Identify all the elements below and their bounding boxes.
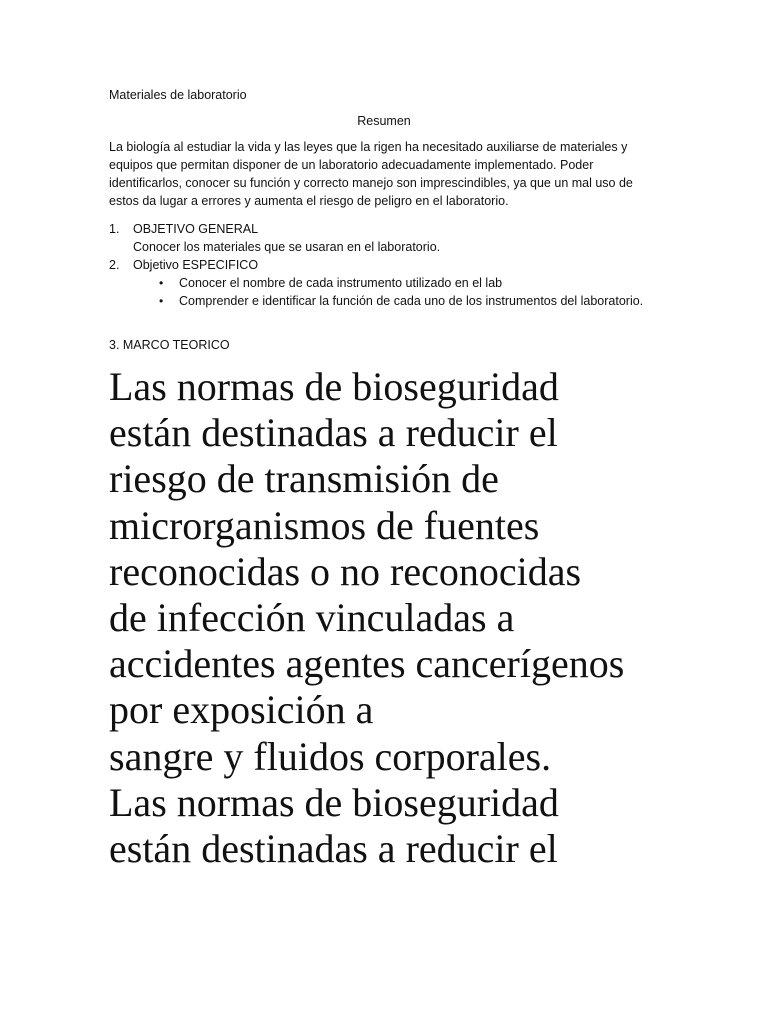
theory-line: sangre y fluidos corporales. xyxy=(109,733,552,779)
specific-objective-bullets xyxy=(109,274,669,310)
objective-number: 2. xyxy=(109,258,120,272)
objective-bullets-wrapper xyxy=(109,274,669,310)
theory-line: Las normas de bioseguridad xyxy=(109,779,559,825)
objective-general xyxy=(109,220,669,256)
bullet-text: Conocer el nombre de cada instrumento utilizado en el lab xyxy=(179,276,503,290)
document-title: Materiales de laboratorio xyxy=(109,88,247,102)
theory-line: riesgo de transmisión de xyxy=(109,456,499,502)
theory-line: de infección vinculadas a xyxy=(109,595,515,641)
objective-detail: Conocer los materiales que se usaran en el laboratorio. xyxy=(133,240,441,254)
bullet-item xyxy=(155,274,669,292)
section-heading-marco-teorico: 3. MARCO TEORICO xyxy=(109,338,230,352)
bullet-text: Comprender e identificar la función de cada uno de los instrumentos del laboratorio. xyxy=(179,294,644,308)
objective-label: OBJETIVO GENERAL xyxy=(133,222,259,236)
theory-line: están destinadas a reducir el xyxy=(109,410,558,456)
theory-body xyxy=(109,364,709,872)
objective-label: Objetivo ESPECIFICO xyxy=(133,258,259,272)
theory-line: reconocidas o no reconocidas xyxy=(109,548,582,594)
bullet-icon: • xyxy=(159,294,164,308)
summary-heading: Resumen xyxy=(357,114,411,128)
theory-line: por exposición a xyxy=(109,687,374,733)
objective-number: 1. xyxy=(109,222,120,236)
theory-line: están destinadas a reducir el xyxy=(109,826,558,872)
summary-paragraph: La biología al estudiar la vida y las leyes que la rigen ha necesitado auxiliarse de materiales y equipos que permitan disponer de un laboratorio adecuadamente implementado. Poder identificarlos, conocer su función y correcto manejo son imprescindibles, ya que un mal uso de estos da lugar a errores y aumenta el riesgo de peligro en el laboratorio. xyxy=(109,140,633,208)
theory-line: microrganismos de fuentes xyxy=(109,502,540,548)
objective-specific xyxy=(109,256,669,274)
bullet-icon: • xyxy=(159,276,164,290)
theory-line: Las normas de bioseguridad xyxy=(109,364,559,409)
objectives-list xyxy=(109,220,669,310)
bullet-item xyxy=(155,292,669,310)
theory-line: accidentes agentes cancerígenos xyxy=(109,641,625,687)
